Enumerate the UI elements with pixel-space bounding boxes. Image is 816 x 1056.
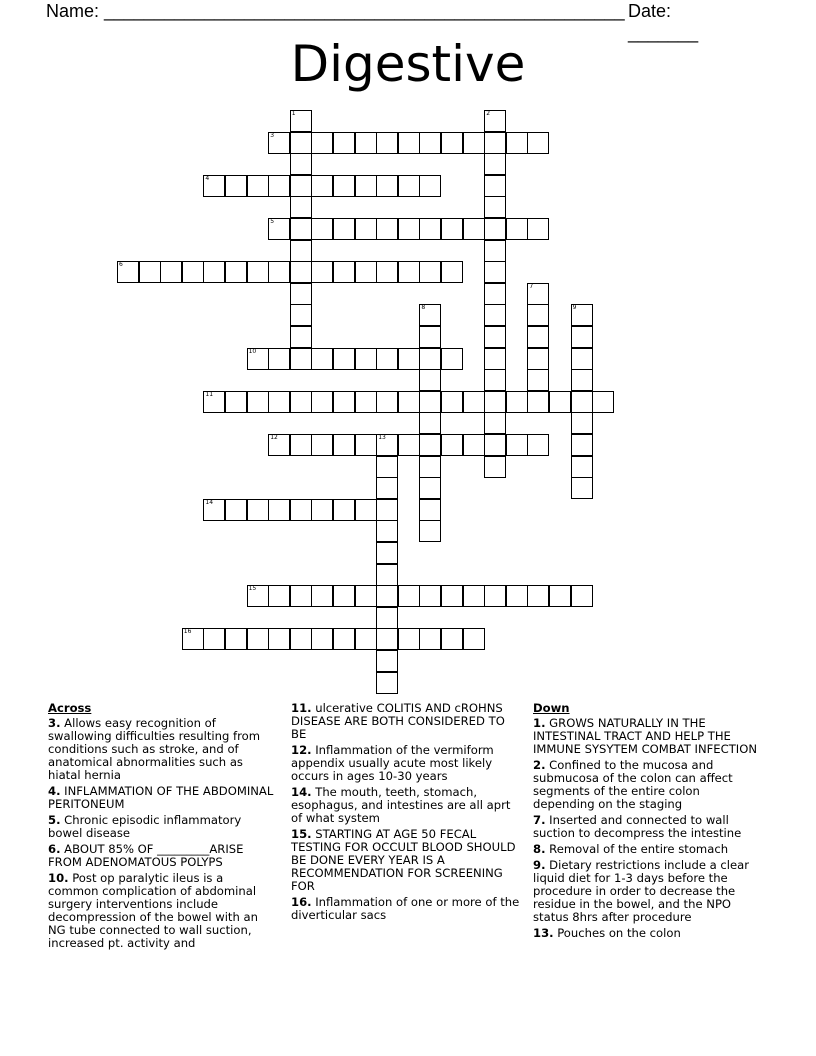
grid-cell[interactable] bbox=[225, 628, 247, 650]
grid-cell[interactable] bbox=[441, 628, 463, 650]
grid-cell[interactable] bbox=[484, 153, 506, 175]
clue-text: Confined to the mucosa and submucosa of the colon can affect segments of the entire colon depending on the staging bbox=[533, 758, 733, 811]
grid-cell[interactable] bbox=[571, 326, 593, 348]
clue-number: 16. bbox=[291, 895, 312, 909]
grid-cell[interactable] bbox=[290, 196, 312, 218]
grid-cell[interactable] bbox=[398, 218, 420, 240]
grid-cell[interactable] bbox=[376, 520, 398, 542]
grid-cell[interactable] bbox=[484, 240, 506, 262]
grid-cell[interactable] bbox=[419, 456, 441, 478]
grid-cell[interactable] bbox=[376, 607, 398, 629]
grid-cell[interactable] bbox=[355, 391, 377, 413]
grid-cell[interactable] bbox=[290, 348, 312, 370]
grid-cell-number: 10 bbox=[248, 347, 257, 355]
grid-cell[interactable] bbox=[571, 348, 593, 370]
grid-cell[interactable] bbox=[268, 132, 290, 154]
grid-cell[interactable] bbox=[419, 499, 441, 521]
grid-cell[interactable] bbox=[247, 175, 269, 197]
grid-cell[interactable] bbox=[419, 175, 441, 197]
clue-number: 9. bbox=[533, 858, 546, 872]
grid-cell[interactable] bbox=[463, 434, 485, 456]
grid-cell[interactable] bbox=[571, 391, 593, 413]
grid-cell[interactable] bbox=[311, 391, 333, 413]
grid-cell[interactable] bbox=[376, 477, 398, 499]
grid-cell[interactable] bbox=[290, 283, 312, 305]
across-clue bbox=[48, 814, 276, 840]
grid-cell[interactable] bbox=[247, 499, 269, 521]
down-heading: Down bbox=[533, 701, 570, 715]
clue-number: 15. bbox=[291, 827, 312, 841]
clue-text: INFLAMMATION OF THE ABDOMINAL PERITONEUM bbox=[48, 784, 274, 811]
grid-cell[interactable] bbox=[225, 499, 247, 521]
grid-cell[interactable] bbox=[506, 132, 528, 154]
grid-cell[interactable] bbox=[376, 564, 398, 586]
clue-text: ulcerative COLITIS AND cROHNS DISEASE ARE BOTH CONSIDERED TO BE bbox=[291, 701, 505, 741]
grid-cell[interactable] bbox=[247, 391, 269, 413]
grid-cell[interactable] bbox=[419, 326, 441, 348]
grid-cell[interactable] bbox=[527, 348, 549, 370]
grid-cell[interactable] bbox=[311, 434, 333, 456]
clue-text: The mouth, teeth, stomach, esophagus, and intestines are all aprt of what system bbox=[291, 785, 511, 825]
grid-cell[interactable] bbox=[441, 391, 463, 413]
clue-text: Inserted and connected to wall suction to decompress the intestine bbox=[533, 813, 742, 840]
grid-cell[interactable] bbox=[441, 585, 463, 607]
grid-cell-number: 6 bbox=[119, 261, 123, 269]
grid-cell[interactable] bbox=[290, 434, 312, 456]
clue-text: Inflammation of one or more of the diverticular sacs bbox=[291, 895, 520, 922]
grid-cell[interactable] bbox=[506, 585, 528, 607]
grid-cell[interactable] bbox=[290, 240, 312, 262]
grid-cell[interactable] bbox=[290, 175, 312, 197]
grid-cell[interactable] bbox=[333, 585, 355, 607]
grid-cell[interactable] bbox=[376, 499, 398, 521]
grid-cell-number: 16 bbox=[183, 628, 192, 636]
grid-cell[interactable] bbox=[527, 434, 549, 456]
grid-cell[interactable] bbox=[376, 456, 398, 478]
grid-cell[interactable] bbox=[376, 585, 398, 607]
grid-cell[interactable] bbox=[441, 132, 463, 154]
clue-text: Allows easy recognition of swallowing difficulties resulting from conditions such as stroke, and of anatomical abnormalities such as hiatal hernia bbox=[48, 716, 261, 782]
grid-cell[interactable] bbox=[527, 369, 549, 391]
grid-cell[interactable] bbox=[484, 304, 506, 326]
grid-cell[interactable] bbox=[398, 391, 420, 413]
grid-cell-number: 9 bbox=[572, 304, 577, 312]
clue-number: 8. bbox=[533, 842, 546, 856]
clue-number: 2. bbox=[533, 758, 546, 772]
grid-cell[interactable] bbox=[376, 132, 398, 154]
grid-cell[interactable] bbox=[290, 391, 312, 413]
grid-cell[interactable] bbox=[333, 499, 355, 521]
grid-cell[interactable] bbox=[484, 412, 506, 434]
grid-cell[interactable] bbox=[527, 132, 549, 154]
grid-cell[interactable] bbox=[463, 585, 485, 607]
across-clue bbox=[291, 744, 521, 783]
grid-cell-number: 14 bbox=[205, 498, 214, 506]
clue-text: Dietary restrictions include a clear liquid diet for 1-3 days before the procedure in order to decrease the residue in the bowel, and the NPO status 8hrs after procedure bbox=[533, 858, 750, 924]
grid-cell-number: 2 bbox=[486, 110, 491, 117]
grid-cell[interactable] bbox=[290, 585, 312, 607]
grid-cell[interactable] bbox=[376, 672, 398, 694]
grid-cell[interactable] bbox=[419, 434, 441, 456]
grid-cell[interactable] bbox=[182, 261, 204, 283]
grid-cell[interactable] bbox=[268, 218, 290, 240]
grid-cell-number: 12 bbox=[270, 434, 278, 441]
grid-cell[interactable] bbox=[484, 585, 506, 607]
clue-number: 13. bbox=[533, 926, 554, 940]
grid-cell[interactable] bbox=[376, 542, 398, 564]
grid-cell[interactable] bbox=[182, 628, 204, 650]
across-clue bbox=[48, 785, 276, 811]
grid-cell[interactable] bbox=[247, 628, 269, 650]
grid-cell[interactable] bbox=[484, 369, 506, 391]
grid-cell[interactable] bbox=[419, 304, 441, 326]
grid-cell[interactable] bbox=[376, 391, 398, 413]
grid-cell-number: 3 bbox=[270, 131, 275, 139]
grid-cell[interactable] bbox=[268, 585, 290, 607]
grid-cell[interactable] bbox=[333, 628, 355, 650]
grid-cell[interactable] bbox=[484, 110, 506, 132]
grid-cell[interactable] bbox=[484, 196, 506, 218]
grid-cell[interactable] bbox=[333, 175, 355, 197]
clue-text: Removal of the entire stomach bbox=[549, 842, 729, 856]
grid-cell[interactable] bbox=[398, 628, 420, 650]
grid-cell[interactable] bbox=[419, 520, 441, 542]
name-field-label[interactable]: Name: ____________________________________________________ bbox=[46, 1, 625, 21]
grid-cell[interactable] bbox=[527, 391, 549, 413]
grid-cell[interactable] bbox=[463, 218, 485, 240]
grid-cell[interactable] bbox=[441, 218, 463, 240]
grid-cell[interactable] bbox=[484, 218, 506, 240]
grid-cell[interactable] bbox=[484, 132, 506, 154]
down-clue bbox=[533, 843, 765, 856]
grid-cell-number: 7 bbox=[529, 282, 534, 290]
grid-cell[interactable] bbox=[484, 348, 506, 370]
across-clue bbox=[48, 717, 276, 782]
grid-cell[interactable] bbox=[571, 585, 593, 607]
down-clues-column bbox=[533, 702, 765, 943]
across-clue bbox=[48, 872, 276, 950]
across-clue bbox=[291, 786, 521, 825]
grid-cell[interactable] bbox=[247, 348, 269, 370]
down-clue bbox=[533, 759, 765, 811]
grid-cell[interactable] bbox=[398, 261, 420, 283]
grid-cell[interactable] bbox=[333, 261, 355, 283]
clue-text: Inflammation of the vermiform appendix usually acute most likely occurs in ages 10-30 years bbox=[291, 743, 494, 783]
grid-cell[interactable] bbox=[506, 434, 528, 456]
grid-cell[interactable] bbox=[527, 304, 549, 326]
clue-number: 6. bbox=[48, 842, 61, 856]
grid-cell[interactable] bbox=[376, 628, 398, 650]
grid-cell[interactable] bbox=[225, 391, 247, 413]
grid-cell[interactable] bbox=[506, 218, 528, 240]
grid-cell[interactable] bbox=[268, 434, 290, 456]
grid-cell[interactable] bbox=[203, 628, 225, 650]
grid-cell[interactable] bbox=[290, 304, 312, 326]
grid-cell[interactable] bbox=[160, 261, 182, 283]
grid-cell[interactable] bbox=[203, 261, 225, 283]
grid-cell[interactable] bbox=[290, 326, 312, 348]
grid-cell[interactable] bbox=[376, 650, 398, 672]
across-clue bbox=[291, 828, 521, 893]
grid-cell[interactable] bbox=[484, 326, 506, 348]
down-clue bbox=[533, 717, 765, 756]
grid-cell[interactable] bbox=[268, 175, 290, 197]
grid-cell[interactable] bbox=[268, 499, 290, 521]
grid-cell[interactable] bbox=[463, 391, 485, 413]
page-title: Digestive bbox=[290, 35, 526, 93]
grid-cell[interactable] bbox=[571, 477, 593, 499]
grid-cell[interactable] bbox=[247, 585, 269, 607]
grid-cell[interactable] bbox=[355, 218, 377, 240]
grid-cell[interactable] bbox=[527, 283, 549, 305]
grid-cell[interactable] bbox=[571, 456, 593, 478]
grid-cell[interactable] bbox=[419, 348, 441, 370]
grid-cell[interactable] bbox=[376, 218, 398, 240]
clue-number: 5. bbox=[48, 813, 61, 827]
across-clue bbox=[291, 896, 521, 922]
grid-cell[interactable] bbox=[225, 175, 247, 197]
grid-cell[interactable] bbox=[419, 261, 441, 283]
grid-cell[interactable] bbox=[527, 326, 549, 348]
across-clue bbox=[48, 843, 276, 869]
grid-cell[interactable] bbox=[484, 456, 506, 478]
grid-cell[interactable] bbox=[376, 175, 398, 197]
clue-text: GROWS NATURALLY IN THE INTESTINAL TRACT AND HELP THE IMMUNE SYSYTEM COMBAT INFECTION bbox=[533, 716, 758, 756]
grid-cell[interactable] bbox=[311, 499, 333, 521]
grid-cell[interactable] bbox=[571, 412, 593, 434]
grid-cell[interactable] bbox=[268, 628, 290, 650]
grid-cell[interactable] bbox=[419, 477, 441, 499]
grid-cell[interactable] bbox=[441, 348, 463, 370]
grid-cell[interactable] bbox=[290, 153, 312, 175]
clue-text: STARTING AT AGE 50 FECAL TESTING FOR OCCULT BLOOD SHOULD BE DONE EVERY YEAR IS A RECOMMENDATION FOR SCREENING FOR bbox=[291, 827, 516, 893]
grid-cell[interactable] bbox=[376, 434, 398, 456]
grid-cell[interactable] bbox=[268, 261, 290, 283]
across-heading: Across bbox=[48, 701, 92, 715]
grid-cell[interactable] bbox=[419, 369, 441, 391]
grid-cell[interactable] bbox=[441, 434, 463, 456]
grid-cell[interactable] bbox=[398, 434, 420, 456]
grid-cell-number: 8 bbox=[421, 304, 426, 312]
across-clue bbox=[291, 702, 521, 741]
grid-cell[interactable] bbox=[117, 261, 139, 283]
across-clues-column-1 bbox=[48, 702, 276, 953]
grid-cell[interactable] bbox=[268, 391, 290, 413]
grid-cell[interactable] bbox=[311, 218, 333, 240]
grid-cell[interactable] bbox=[376, 261, 398, 283]
grid-cell[interactable] bbox=[333, 434, 355, 456]
grid-cell[interactable] bbox=[419, 585, 441, 607]
grid-cell[interactable] bbox=[592, 391, 614, 413]
grid-cell[interactable] bbox=[441, 261, 463, 283]
grid-cell[interactable] bbox=[203, 391, 225, 413]
grid-cell[interactable] bbox=[311, 628, 333, 650]
grid-cell[interactable] bbox=[398, 585, 420, 607]
clue-number: 4. bbox=[48, 784, 61, 798]
grid-cell[interactable] bbox=[355, 132, 377, 154]
grid-cell[interactable] bbox=[355, 585, 377, 607]
grid-cell[interactable] bbox=[311, 348, 333, 370]
grid-cell-number: 1 bbox=[291, 110, 296, 117]
grid-cell-number: 15 bbox=[248, 585, 257, 593]
grid-cell[interactable] bbox=[419, 412, 441, 434]
grid-cell[interactable] bbox=[419, 132, 441, 154]
grid-cell[interactable] bbox=[398, 175, 420, 197]
grid-cell[interactable] bbox=[571, 369, 593, 391]
grid-cell[interactable] bbox=[333, 391, 355, 413]
down-clue bbox=[533, 814, 765, 840]
down-clue bbox=[533, 859, 765, 924]
grid-cell[interactable] bbox=[484, 434, 506, 456]
clue-number: 12. bbox=[291, 743, 312, 757]
clue-number: 7. bbox=[533, 813, 546, 827]
clue-number: 11. bbox=[291, 701, 312, 715]
grid-cell[interactable] bbox=[571, 304, 593, 326]
grid-cell[interactable] bbox=[290, 499, 312, 521]
grid-cell[interactable] bbox=[571, 434, 593, 456]
grid-cell-number: 5 bbox=[270, 218, 275, 225]
grid-cell[interactable] bbox=[290, 218, 312, 240]
grid-cell[interactable] bbox=[355, 628, 377, 650]
grid-cell[interactable] bbox=[463, 132, 485, 154]
grid-cell[interactable] bbox=[290, 628, 312, 650]
grid-cell-number: 13 bbox=[378, 434, 386, 441]
grid-cell[interactable] bbox=[376, 348, 398, 370]
grid-cell[interactable] bbox=[355, 261, 377, 283]
grid-cell[interactable] bbox=[311, 132, 333, 154]
grid-cell[interactable] bbox=[527, 218, 549, 240]
grid-cell[interactable] bbox=[290, 110, 312, 132]
grid-cell[interactable] bbox=[311, 261, 333, 283]
grid-cell[interactable] bbox=[355, 434, 377, 456]
grid-cell[interactable] bbox=[355, 175, 377, 197]
grid-cell[interactable] bbox=[203, 499, 225, 521]
grid-cell[interactable] bbox=[484, 261, 506, 283]
grid-cell[interactable] bbox=[484, 283, 506, 305]
grid-cell[interactable] bbox=[290, 132, 312, 154]
grid-cell[interactable] bbox=[333, 218, 355, 240]
clue-number: 10. bbox=[48, 871, 69, 885]
date-field-label[interactable]: Date: _______ bbox=[628, 1, 699, 43]
grid-cell[interactable] bbox=[333, 348, 355, 370]
grid-cell[interactable] bbox=[484, 175, 506, 197]
grid-cell[interactable] bbox=[527, 585, 549, 607]
grid-cell[interactable] bbox=[355, 348, 377, 370]
grid-cell[interactable] bbox=[311, 585, 333, 607]
clue-text: ABOUT 85% OF _________ARISE FROM ADENOMATOUS POLYPS bbox=[48, 842, 244, 869]
grid-cell[interactable] bbox=[398, 132, 420, 154]
grid-cell[interactable] bbox=[268, 348, 290, 370]
grid-cell[interactable] bbox=[247, 261, 269, 283]
grid-cell[interactable] bbox=[549, 391, 571, 413]
clue-number: 3. bbox=[48, 716, 61, 730]
grid-cell[interactable] bbox=[203, 175, 225, 197]
grid-cell[interactable] bbox=[506, 391, 528, 413]
clue-number: 14. bbox=[291, 785, 312, 799]
clue-text: Pouches on the colon bbox=[557, 926, 681, 940]
clue-text: Post op paralytic ileus is a common complication of abdominal surgery interventions include decompression of the bowel with an NG tube connected to wall suction, increased pt. activity and bbox=[48, 871, 258, 950]
down-clue bbox=[533, 927, 765, 940]
grid-cell[interactable] bbox=[139, 261, 161, 283]
grid-cell-number: 11 bbox=[205, 390, 214, 398]
across-clues-column-2 bbox=[291, 702, 521, 925]
grid-cell[interactable] bbox=[419, 391, 441, 413]
grid-cell[interactable] bbox=[463, 628, 485, 650]
grid-cell[interactable] bbox=[419, 628, 441, 650]
grid-cell[interactable] bbox=[333, 132, 355, 154]
grid-cell[interactable] bbox=[484, 391, 506, 413]
grid-cell-number: 4 bbox=[205, 174, 210, 182]
clue-number: 1. bbox=[533, 716, 546, 730]
grid-cell[interactable] bbox=[290, 261, 312, 283]
grid-cell[interactable] bbox=[398, 348, 420, 370]
grid-cell[interactable] bbox=[311, 175, 333, 197]
grid-cell[interactable] bbox=[419, 218, 441, 240]
clue-text: Chronic episodic inflammatory bowel disease bbox=[48, 813, 242, 840]
grid-cell[interactable] bbox=[549, 585, 571, 607]
grid-cell[interactable] bbox=[225, 261, 247, 283]
grid-cell[interactable] bbox=[355, 499, 377, 521]
